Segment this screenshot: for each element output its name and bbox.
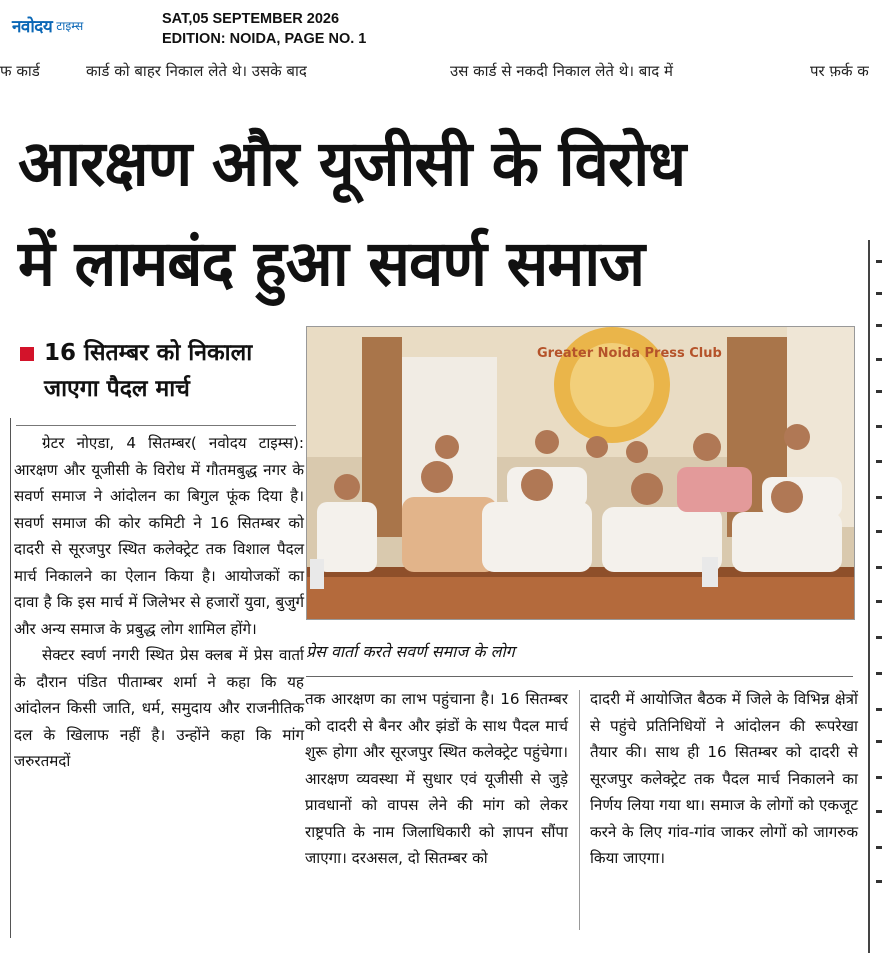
masthead-bar <box>0 0 887 59</box>
article-column-1 <box>14 430 304 775</box>
subhead-line-1: 16 सितम्बर को निकाला <box>44 340 253 366</box>
subhead-rule <box>16 425 296 426</box>
article-subheading <box>20 335 290 407</box>
strip-fragment: फ कार्ड <box>0 62 40 80</box>
adjacent-column-edge <box>868 240 887 953</box>
body-paragraph: ग्रेटर नोएडा, 4 सितम्बर( नवोदय टाइम्स): आरक्षण और यूजीसी के विरोध में गौतमबुद्ध नगर के सवर्ण समाज ने आंदोलन का बिगुल फूंक दिया है। सवर्ण समाज की कोर कमिटी ने 16 सितम्बर को दादरी से सूरजपुर स्थित कलेक्ट्रेट तक विशाल पैदल मार्च निकालने का ऐलान किया है। आयोजकों का दावा है कि इस मार्च में जिलेभर से हजारों युवा, बुजुर्ग और अन्य समाज के प्रबुद्ध लोग शामिल होंगे। <box>14 434 304 638</box>
logo-text: नवोदय <box>12 16 53 37</box>
headline-line-1: आरक्षण और यूजीसी के विरोध <box>18 127 686 200</box>
article-column-2 <box>305 686 568 872</box>
photo-illustration <box>307 327 854 619</box>
logo-sub: टाइम्स <box>56 18 84 33</box>
body-paragraph: दादरी में आयोजित बैठक में जिले के विभिन्न क्षेत्रों से पहुंचे प्रतिनिधियों ने आंदोलन की रूपरेखा तैयार की। साथ ही 16 सितम्बर को दादरी से सूरजपुर कलेक्ट्रेट तक पैदल मार्च निकालने का निर्णय लिया गया था। समाज के लोगों को एकजूट करने के लिए गांव-गांव जाकर लोगों को जागरुक किया जाएगा। <box>590 690 858 867</box>
article-headline <box>18 114 841 314</box>
red-bullet-icon <box>20 347 34 361</box>
article-column-3 <box>590 686 858 872</box>
photo-banner-text: Greater Noida Press Club <box>537 346 722 361</box>
date-line: SAT,05 SEPTEMBER 2026 <box>162 11 340 27</box>
left-column-rule <box>10 418 11 938</box>
press-conference-photo <box>306 326 855 620</box>
caption-rule <box>306 676 853 677</box>
strip-fragment: कार्ड को बाहर निकाल लेते थे। उसके बाद <box>86 62 307 80</box>
body-paragraph: सेक्टर स्वर्ण नगरी स्थित प्रेस क्लब में प्रेस वार्ता के दौरान पंडित पीताम्बर शर्मा ने कहा कि यह आंदोलन किसी जाति, धर्म, समुदाय और राजनीतिक दल के खिलाफ नहीं है। उन्होंने कहा कि मांग जरुरतमदों <box>14 646 304 770</box>
edition-line: EDITION: NOIDA, PAGE NO. 1 <box>162 31 367 47</box>
body-paragraph: तक आरक्षण का लाभ पहुंचाना है। 16 सितम्बर को दादरी से बैनर और झंडों के साथ पैदल मार्च शुरू होगा और सूरजपुर स्थित कलेक्ट्रेट पहुंचेगा। आरक्षण व्यवस्था में सुधार एवं यूजीसी से जुड़े प्रावधानों को वापस लेने की मांग को लेकर राष्ट्रपति के नाम जिलाधिकारी को ज्ञापन सौंपा जाएगा। दरअसल, दो सितम्बर को <box>305 690 568 867</box>
strip-fragment: उस कार्ड से नकदी निकाल लेते थे। बाद में <box>450 62 673 80</box>
strip-fragment: पर फ़र्क क <box>810 62 869 80</box>
subhead-line-2: जाएगा पैदल मार्च <box>44 376 190 402</box>
headline-line-2: में लामबंद हुआ सवर्ण समाज <box>18 227 645 300</box>
newspaper-logo <box>12 12 83 38</box>
edition-info <box>162 9 366 49</box>
previous-article-strip <box>0 58 887 84</box>
photo-caption: प्रेस वार्ता करते सवर्ण समाज के लोग <box>306 642 515 661</box>
column-rule <box>579 690 580 930</box>
